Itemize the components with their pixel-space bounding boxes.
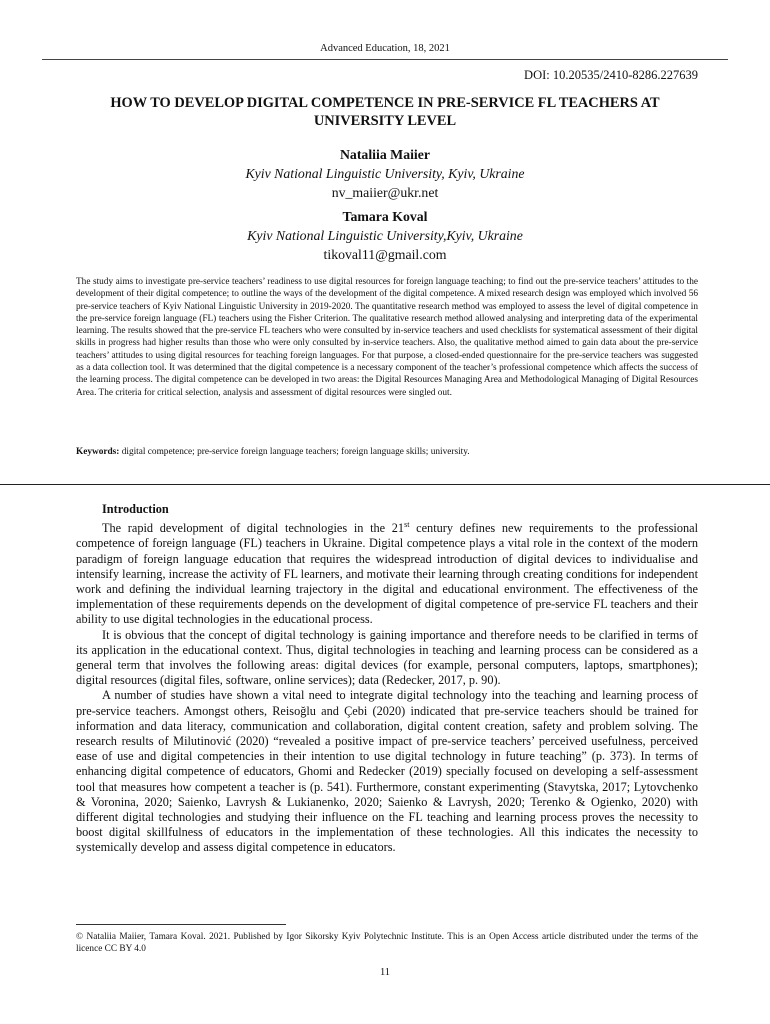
paragraph: A number of studies have shown a vital need to integrate digital technology into the teaching and learning process of pre-service teachers. Amongst others, Reisoğlu and Çebi (2020) indicated that pre-service teachers should be trained for information and data literacy, communication and collaboration, digital content creation, safety and problem solving. The research results of Milutinović (2020) “revealed a positive impact of pre-service teachers’ perceived usefulness, perceived ease of use and digital competencies in their intention to use digital technology in future teaching” (p. 373). In terms of enhancing digital competence of educators, Ghomi and Redecker (2019) specially focused on developing a self-assessment tool that measures how competent a teacher is (p. 541). Furthermore, constant experimenting (Stavytska, 2017; Lytovchenko & Voronina, 2020; Saienko, Lavrysh & Lukianenko, 2020; Saienko & Lavrysh, 2020; Terenko & Ogienko, 2020) with different digital technologies and studying their influence on the FL teaching and learning process proves the necessity to boost digital skillfulness of educators in the implementation of these technologies. All this indicates the necessity to systemically develop and assess digital competence in educators. [76, 688, 698, 855]
author-email: nv_maiier@ukr.net [331, 185, 439, 200]
author-name: Tamara Koval [342, 209, 428, 224]
doi: DOI: 10.20535/2410-8286.227639 [524, 68, 698, 82]
page-number: 11 [379, 967, 391, 978]
keywords [76, 446, 698, 458]
abstract: The study aims to investigate pre-service teachers’ readiness to use digital resources for foreign language teaching; to find out the pre-service teachers’ attitudes to the development of their digital competence; to outline the ways of the development of the digital competence. A mixed research design was employed which involved 56 pre-service teachers of Kyiv National Linguistic University in 2019-2020. The quantitative research method was employed to assess the level of digital competence in the pre-service foreign language (FL) teachers using the Fisher Criterion. The qualitative research method allowed analysing and interpreting data of the experimental learning. The results showed that the pre-service FL teachers who were consulted by in-service teachers and used checklists for systematical assessment of their digital skills in progress had higher results than those who were only consulted by in-service teachers. Also, the qualitative method aimed to gain data about the pre-service teachers’ attitudes to using digital resources for teaching foreign languages. For that purpose, a closed-ended questionnaire for the pre-service teachers was suggested as a data collection tool. It was determined that the digital competence is a necessary component of the teacher’s professional competence which affects the success of the learning process. The digital competence can be developed in two areas: the Digital Resources Managing Area and Methodological Managing of Digital Resources Area. The criteria for critical selection, analysis and assessment of digital resources were singled out. [76, 277, 698, 398]
keywords-label: Keywords: [76, 447, 120, 457]
paper-title: HOW TO DEVELOP DIGITAL COMPETENCE IN PRE-SERVICE FL TEACHERS AT UNIVERSITY LEVEL [110, 95, 660, 129]
author-name: Nataliia Maiier [339, 147, 431, 162]
author-block-1 [0, 145, 770, 202]
superscript: st [404, 520, 410, 529]
footnote-rule [76, 924, 286, 925]
section-separator [0, 484, 770, 485]
running-head: Advanced Education, 18, 2021 [320, 43, 450, 54]
introduction-body [76, 517, 698, 856]
author-affiliation: Kyiv National Linguistic University, Kyiv, Ukraine [245, 166, 525, 181]
paragraph [76, 517, 698, 628]
keywords-text: digital competence; pre-service foreign language teachers; foreign language skills; university. [119, 447, 470, 457]
author-affiliation: Kyiv National Linguistic University,Kyiv, Ukraine [247, 228, 523, 243]
copyright-footnote: © Nataliia Maiier, Tamara Koval. 2021. Published by Igor Sikorsky Kyiv Polytechnic Institute. This is an Open Access article distributed under the terms of the licence CC BY 4.0 [76, 932, 698, 955]
header-rule [42, 59, 728, 60]
paragraph-text: century defines new requirements to the professional competence of foreign language (FL) teachers in Ukraine. Digital competence plays a vital role in the context of the modern paradigm of foreign language education that requires the widespread introduction of digital devices to individualise and intensify learning, increase the activity of FL learners, and motivate their learning through creating conditions for independent work and defining the individual learning trajectory in the digital and educational environment. The effectiveness of the implementation of these requirements depends on the development of digital competence of pre-service FL teachers and their ability to use digital technologies in the educational process. [76, 521, 698, 627]
introduction-heading: Introduction [102, 502, 169, 516]
author-email: tikoval11@gmail.com [323, 247, 447, 262]
paragraph-text: The rapid development of digital technologies in the 21 [102, 521, 405, 536]
author-block-2 [0, 207, 770, 264]
paragraph: It is obvious that the concept of digital technology is gaining importance and therefore needs to be clarified in terms of its application in the educational context. Thus, digital technologies in teaching and learning process can be considered as a general term that involves the following areas: digital devices (for example, personal computers, laptops, smartphones); digital resources (digital files, software, online services); data (Redecker, 2017, p. 90). [76, 627, 698, 688]
